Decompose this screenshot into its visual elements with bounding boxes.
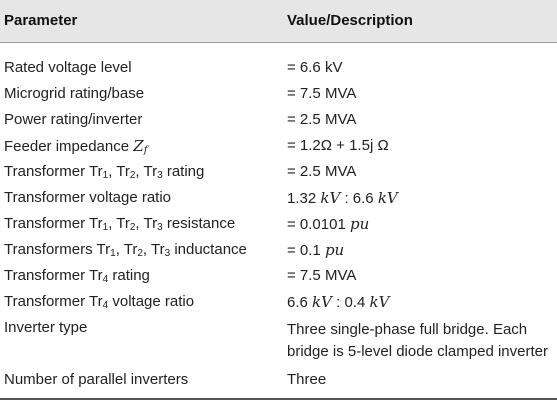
value-cell xyxy=(287,319,548,363)
param-symbol: Z xyxy=(133,137,144,155)
param-subscript: 4 xyxy=(102,274,109,285)
param-cell: Transformer voltage ratio xyxy=(4,189,172,206)
param-text: , Tr xyxy=(108,215,130,232)
value-unit: kV xyxy=(377,189,398,207)
param-subscript: 2 xyxy=(129,222,136,233)
value-unit: pu xyxy=(349,215,370,233)
param-cell: Inverter type xyxy=(4,319,88,336)
param-text: , Tr xyxy=(115,241,138,258)
param-cell xyxy=(4,163,204,181)
param-text: voltage ratio xyxy=(108,293,195,310)
table-row xyxy=(0,55,557,81)
value-cell xyxy=(287,189,398,207)
value-text: : 6.6 xyxy=(340,190,378,207)
table-row xyxy=(0,315,557,365)
value-cell: Three xyxy=(287,371,327,388)
param-text: Transformer Tr xyxy=(4,267,103,284)
param-subscript: 1 xyxy=(110,248,116,259)
param-text: rating xyxy=(108,267,150,284)
table-row xyxy=(0,107,557,133)
table-bottom-rule xyxy=(0,398,557,400)
value-cell xyxy=(287,241,344,259)
table-row xyxy=(0,367,557,393)
value-text: = 0.1 xyxy=(287,242,325,259)
param-text: , Tr xyxy=(108,163,130,180)
header-value: Value/Description xyxy=(287,12,413,29)
param-subscript: f xyxy=(143,145,148,156)
header-divider xyxy=(0,42,557,43)
value-cell xyxy=(287,215,369,233)
param-subscript: 1 xyxy=(102,170,109,181)
param-subscript: 2 xyxy=(129,170,136,181)
value-cell: = 2.5 MVA xyxy=(287,111,357,128)
param-text: Transformer Tr xyxy=(4,163,103,180)
table-row xyxy=(0,159,557,185)
param-text: , Tr xyxy=(135,163,158,180)
param-text: Feeder impedance xyxy=(4,138,134,155)
param-text: inductance xyxy=(170,241,247,258)
value-text: 1.32 xyxy=(287,190,321,207)
table-row xyxy=(0,185,557,211)
param-subscript: 1 xyxy=(102,222,109,233)
table-row xyxy=(0,133,557,159)
header-parameter: Parameter xyxy=(4,12,78,29)
param-subscript: 3 xyxy=(157,222,163,233)
param-text: Transformers Tr xyxy=(4,241,111,258)
value-line: Three single-phase full bridge. Each xyxy=(287,321,528,338)
param-text: Transformer Tr xyxy=(4,293,103,310)
value-text: : 0.4 xyxy=(331,294,370,311)
value-cell: = 1.2Ω + 1.5j Ω xyxy=(287,137,389,154)
table-row xyxy=(0,237,557,263)
param-text: resistance xyxy=(162,215,236,232)
param-text: rating xyxy=(162,163,205,180)
table-row xyxy=(0,211,557,237)
param-cell: Microgrid rating/base xyxy=(4,85,145,102)
param-cell xyxy=(4,267,150,285)
value-cell: = 7.5 MVA xyxy=(287,85,357,102)
value-cell: = 7.5 MVA xyxy=(287,267,357,284)
param-subscript: 4 xyxy=(102,300,109,311)
param-text: , Tr xyxy=(135,215,158,232)
param-cell xyxy=(4,137,147,156)
table-header xyxy=(0,0,557,42)
value-cell: = 6.6 kV xyxy=(287,59,343,76)
param-cell: Power rating/inverter xyxy=(4,111,143,128)
value-cell xyxy=(287,293,389,311)
table-row xyxy=(0,81,557,107)
table-row xyxy=(0,289,557,315)
value-cell: = 2.5 MVA xyxy=(287,163,357,180)
param-cell: Number of parallel inverters xyxy=(4,371,189,388)
value-unit: kV xyxy=(320,189,341,207)
table-row xyxy=(0,263,557,289)
value-unit: kV xyxy=(312,293,332,311)
value-text: 6.6 xyxy=(287,294,313,311)
value-unit: pu xyxy=(324,241,345,259)
param-cell xyxy=(4,215,235,233)
param-subscript: 3 xyxy=(164,248,171,259)
value-unit: kV xyxy=(369,293,390,311)
param-text: , Tr xyxy=(142,241,165,258)
param-text: Transformer Tr xyxy=(4,215,103,232)
value-text: = 0.0101 xyxy=(287,216,350,233)
param-subscript: 2 xyxy=(137,248,143,259)
param-cell: Rated voltage level xyxy=(4,59,132,76)
param-cell xyxy=(4,293,194,311)
value-line: bridge is 5-level diode clamped inverter xyxy=(287,343,548,360)
param-subscript: 3 xyxy=(157,170,163,181)
param-cell xyxy=(4,241,247,259)
